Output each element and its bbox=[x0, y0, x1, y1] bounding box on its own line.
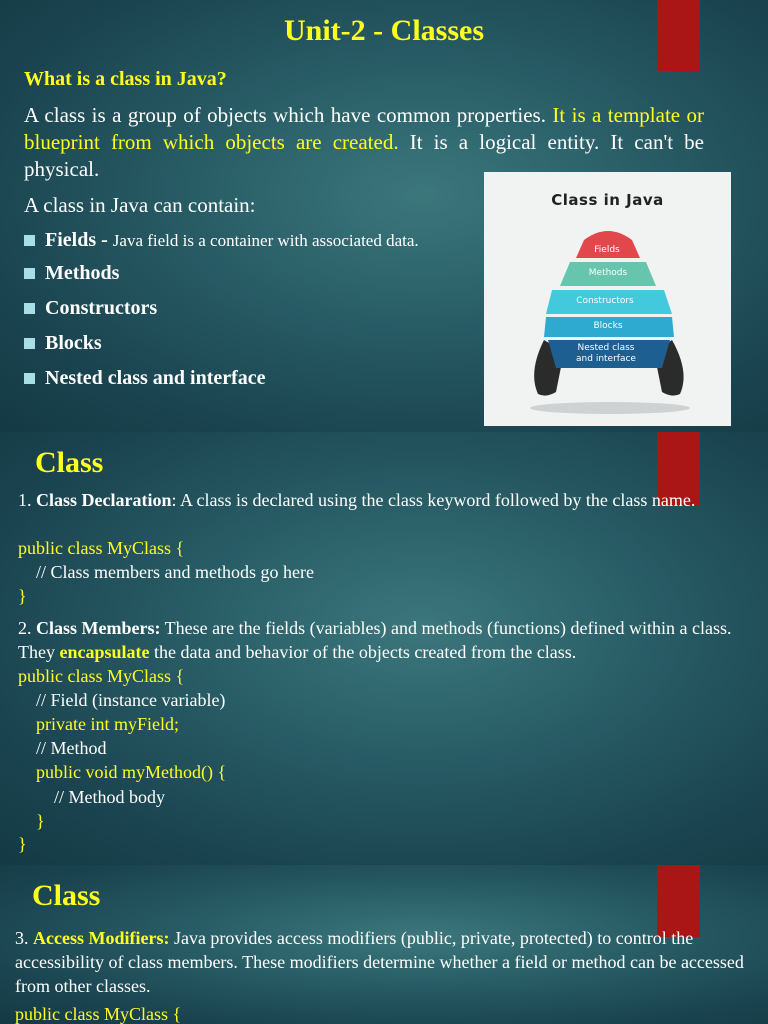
bullet-blocks bbox=[24, 332, 102, 355]
bullet-square-icon bbox=[24, 338, 35, 349]
bullet-nested bbox=[24, 367, 266, 390]
item-text: : A class is declared using the class keyword followed by the class name. bbox=[171, 490, 696, 510]
code-line: } bbox=[18, 586, 27, 606]
definition-highlight: It is a template or blueprint from which objects are created. bbox=[24, 103, 705, 154]
item-label: Access Modifiers: bbox=[33, 928, 170, 948]
item-number: 3. bbox=[15, 928, 33, 948]
code-comment: // Method body bbox=[18, 787, 165, 807]
slide-title: Unit-2 - Classes bbox=[284, 14, 484, 47]
code-line: public class MyClass { bbox=[18, 666, 185, 686]
definition-text: A class is a group of objects which have common properties. bbox=[24, 103, 553, 127]
layer-label-nested-1: Nested class bbox=[577, 343, 635, 353]
bullet-label: Methods bbox=[45, 262, 120, 284]
bullet-constructors bbox=[24, 297, 157, 320]
bullet-square-icon bbox=[24, 373, 35, 384]
class-in-java-image bbox=[484, 172, 731, 426]
item-text: These are the fields (variables) and methods (functions) defined within a class. They bbox=[18, 618, 732, 662]
bullet-label: Blocks bbox=[45, 332, 102, 354]
question-heading: What is a class in Java? bbox=[24, 68, 227, 90]
class-declaration-text bbox=[18, 488, 753, 512]
class-definition-paragraph bbox=[24, 102, 704, 183]
item-emphasis: encapsulate bbox=[59, 642, 150, 662]
bullet-label: Nested class and interface bbox=[45, 367, 266, 389]
code-line: private int myField; bbox=[18, 714, 179, 734]
class-heading: Class bbox=[32, 879, 101, 912]
bullet-label: Constructors bbox=[45, 297, 158, 319]
bullet-fields bbox=[24, 229, 419, 252]
layer-label-nested-2: and interface bbox=[576, 354, 636, 364]
code-line: public class MyClass { bbox=[15, 1004, 182, 1024]
code-line: } bbox=[18, 811, 45, 831]
access-modifiers-text bbox=[15, 926, 760, 998]
code-line: public void myMethod() { bbox=[18, 762, 227, 782]
class-members-text bbox=[18, 616, 758, 664]
slide-1 bbox=[0, 0, 768, 432]
code-line: } bbox=[18, 834, 27, 854]
item-number: 1. bbox=[18, 490, 36, 510]
layer-label-constructors: Constructors bbox=[576, 296, 634, 306]
item-label: Class Declaration bbox=[36, 490, 172, 510]
code-comment: // Class members and methods go here bbox=[18, 562, 314, 582]
layer-label-fields: Fields bbox=[594, 245, 620, 255]
item-text-end: the data and behavior of the objects created from the class. bbox=[149, 642, 577, 662]
bullet-square-icon bbox=[24, 235, 35, 246]
bullet-methods bbox=[24, 262, 119, 285]
class-heading: Class bbox=[35, 446, 104, 479]
definition-text-end: It is a logical entity. It can't be physical. bbox=[24, 130, 705, 181]
layer-label-blocks: Blocks bbox=[593, 321, 623, 331]
bullet-label: Fields - bbox=[45, 229, 108, 251]
code-comment: // Field (instance variable) bbox=[18, 690, 226, 710]
item-text: Java provides access modifiers (public, private, protected) to control the accessibility of class members. These modifiers determine whether a field or method can be accessed from other classes. bbox=[15, 928, 744, 996]
bullet-square-icon bbox=[24, 268, 35, 279]
layer-label-methods: Methods bbox=[588, 268, 628, 278]
item-number: 2. bbox=[18, 618, 36, 638]
rocket-diagram-icon bbox=[484, 172, 731, 426]
item-label: Class Members: bbox=[36, 618, 161, 638]
can-contain-label: A class in Java can contain: bbox=[24, 193, 256, 217]
bullet-square-icon bbox=[24, 303, 35, 314]
code-comment: // Method bbox=[18, 738, 107, 758]
bullet-desc: Java field is a container with associated data. bbox=[112, 230, 419, 250]
image-title: Class in Java bbox=[551, 191, 664, 209]
slide-2 bbox=[0, 432, 768, 865]
code-line: public class MyClass { bbox=[18, 538, 185, 558]
slide-3 bbox=[0, 865, 768, 1024]
